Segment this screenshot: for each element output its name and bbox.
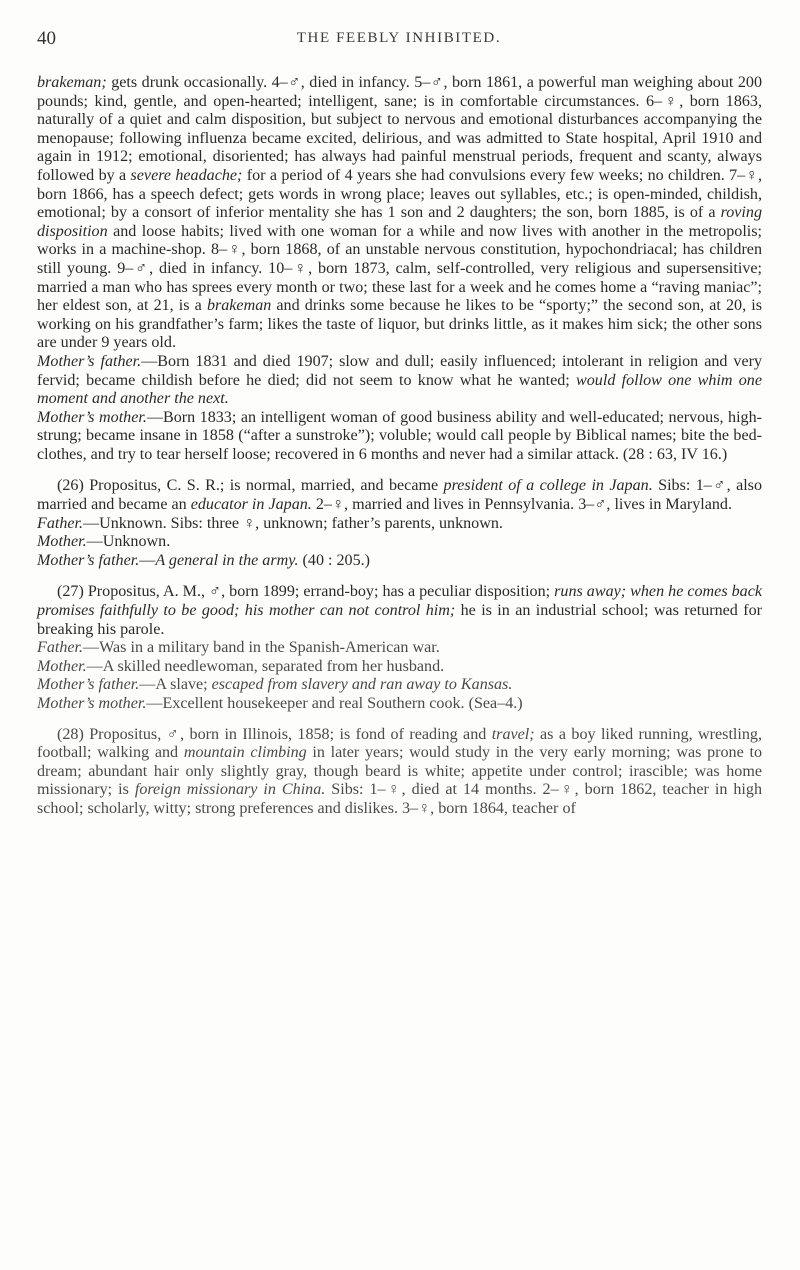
entry-label: Mother’s father. — [37, 352, 142, 370]
case-26-mothers-father — [37, 552, 762, 571]
case-25-mothers-mother — [37, 409, 762, 465]
entry-text: —A slave; — [139, 676, 212, 694]
paragraph-text: and drinks some because he likes to be “sporty;” the second son, at 20, is working on his grandfather’s farm; likes the taste of liquor, but drinks little, as it makes him sick; the other sons are under 9 years old. — [37, 297, 762, 352]
entry-text: —Excellent housekeeper and real Southern cook. (Sea–4.) — [146, 695, 523, 712]
entry-label: Mother’s mother. — [37, 695, 147, 712]
entry-text: —Unknown. — [86, 533, 171, 551]
italic-phrase: runs away; when he comes back promises faithfully to be good; his mother can not control him; — [37, 583, 762, 620]
paragraph-text: he is in an industrial school; was returned for breaking his parole. — [37, 602, 762, 638]
entry-text: —Born 1833; an intelligent woman of good business ability and well-educated; nervous, high-strung; became insane in 1858 (“after a sunstroke”); voluble; would call people by Biblical names; bite the bed-clothes, and try to tear herself loose; recovered in 6 months and never had a similar attack. (28 : 63, IV 16.) — [37, 408, 762, 463]
italic-phrase: escaped from slavery and ran away to Kansas. — [211, 676, 513, 694]
entry-text: —Born 1831 and died 1907; slow and dull; easily influenced; intolerant in religion and very fervid; became childish before he died; did not seem to know what he wanted; — [37, 352, 763, 389]
case-27-mothers-father — [37, 676, 762, 695]
italic-phrase: roving disposition — [37, 204, 762, 240]
italic-phrase: president of a college in Japan. — [443, 477, 653, 495]
running-head: THE FEEBLY INHIBITED. — [296, 30, 502, 46]
paragraph-text: (28) Propositus, ♂, born in Illinois, 1858; is fond of reading and — [57, 725, 492, 743]
paragraph-text: in later years; would study in the very early morning; was prone to dream; abundant hair only slightly gray, though beard is white; appetite under control; irascible; was home missionary; is — [37, 744, 762, 799]
paragraph-text: (27) Propositus, A. M., ♂, born 1899; errand-boy; has a peculiar disposition; — [57, 583, 555, 601]
italic-phrase: severe headache; — [130, 166, 243, 184]
case-26-father — [37, 515, 762, 534]
page-number: 40 — [37, 28, 56, 49]
entry-text: —A skilled needlewoman, separated from her husband. — [86, 657, 445, 675]
entry-label: Father. — [37, 639, 84, 657]
italic-phrase: brakeman — [206, 297, 272, 315]
italic-phrase: educator in Japan. — [190, 496, 312, 514]
page-header — [37, 28, 761, 54]
paragraph-text: gets drunk occasionally. 4–♂, died in infancy. 5–♂, born 1861, a powerful man weighing about 200 pounds; kind, gentle, and open-hearted; intelligent, sane; is in comfortable circumstances. 6–♀, born 1863, naturally of a quiet and calm disposition, but subject to nervous and emotional disturbances accompanying the menopause; following influenza became excited, delirious, and was admitted to State hospital, April 1910 and again in 1912; emotional, disoriented; has always had painful menstrual periods, frequent and scanty, always followed by a — [37, 74, 762, 184]
italic-phrase: travel; — [491, 725, 535, 743]
case-27-father — [37, 639, 762, 658]
case-25-siblings-paragraph — [37, 74, 762, 353]
paragraph-text: Sibs: 1–♀, died at 14 months. 2–♀, born 1862, teacher in high school; scholarly, witty; strong preferences and dislikes. 3–♀, born 1864, teacher of — [37, 781, 762, 817]
paragraph-text: as a boy liked running, wrestling, football; walking and — [37, 725, 762, 762]
italic-phrase: mountain climbing — [183, 744, 307, 762]
case-27-mother — [37, 658, 762, 677]
case-27-propositus — [37, 583, 762, 639]
italic-phrase: A general in the army. — [155, 551, 299, 569]
entry-label: Mother’s father. — [37, 551, 140, 569]
paragraph-text: for a period of 4 years she had convulsions every few weeks; no children. 7–♀, born 1866, has a speech defect; gets words in wrong place; leaves out syllables, etc.; is open-minded, childish, emotional; by a consort of inferior mentality she has 1 son and 2 daughters; the son, born 1885, is of a — [37, 166, 762, 222]
paragraph-text: 2–♀, married and lives in Pennsylvania. 3–♂, lives in Maryland. — [311, 496, 732, 514]
paragraph-text: (26) Propositus, C. S. R.; is normal, married, and became — [57, 477, 444, 495]
page-body — [37, 74, 762, 819]
entry-label: Mother. — [37, 533, 87, 551]
paragraph-text: and loose habits; lived with one woman for a while and now lives with another in the metropolis; works in a machine-shop. 8–♀, born 1868, of an unstable nervous constitution, hypochondriacal; has children still young. 9–♂, died in infancy. 10–♀, born 1873, calm, self-controlled, very religious and supersensitive; married a man who has sprees every month or two; these last for a week and he comes home a “raving maniac”; her eldest son, at 21, is a — [37, 222, 762, 315]
italic-phrase: foreign missionary in China. — [134, 781, 326, 799]
entry-text: —Was in a military band in the Spanish-American war. — [83, 639, 440, 657]
entry-text: —Unknown. Sibs: three ♀, unknown; father’s parents, unknown. — [83, 514, 503, 532]
entry-label: Mother’s mother. — [37, 408, 147, 426]
case-28-propositus — [37, 726, 762, 819]
case-25-mothers-father — [37, 353, 762, 409]
entry-label: Mother’s father. — [37, 676, 140, 694]
entry-label: Mother. — [37, 657, 87, 675]
italic-phrase: brakeman; — [37, 74, 107, 91]
case-27-mothers-mother — [37, 695, 762, 714]
dash: — — [139, 551, 156, 569]
entry-label: Father. — [37, 514, 84, 532]
italic-phrase: would follow one whim one moment and another the next. — [37, 371, 762, 408]
case-26-mother — [37, 533, 762, 552]
paragraph-text: Sibs: 1–♂, also married and became an — [37, 477, 762, 514]
case-26-propositus — [37, 477, 762, 514]
reference: (40 : 205.) — [298, 551, 371, 569]
